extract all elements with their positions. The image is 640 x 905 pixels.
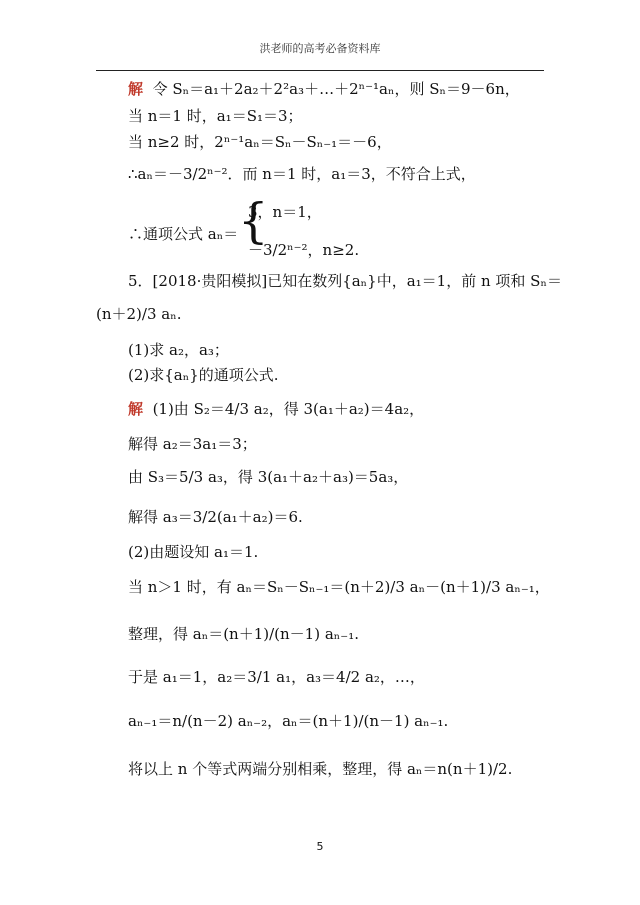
general-formula-label: ∴通项公式 aₙ＝ — [128, 225, 239, 243]
solution-line-4: ∴aₙ＝－3/2ⁿ⁻²．而 n＝1 时，a₁＝3，不符合上式， — [128, 165, 476, 183]
page-number: 5 — [316, 840, 324, 853]
solution-line-2: 当 n＝1 时，a₁＝S₁＝3； — [128, 107, 303, 125]
piecewise-case-2: －3/2ⁿ⁻²，n≥2. — [248, 241, 360, 259]
solution-5-line-9: aₙ₋₁＝n/(n－2) aₙ₋₂，aₙ＝(n＋1)/(n－1) aₙ₋₁. — [128, 712, 449, 730]
solution-5-line-5: (2)由题设知 a₁＝1. — [128, 543, 259, 561]
header-rule — [96, 70, 544, 71]
solution-5-line-7: 整理，得 aₙ＝(n＋1)/(n－1) aₙ₋₁. — [128, 625, 359, 643]
solution-line-3: 当 n≥2 时，2ⁿ⁻¹aₙ＝Sₙ－Sₙ₋₁＝－6， — [128, 133, 392, 151]
solution-5-line-6: 当 n＞1 时，有 aₙ＝Sₙ－Sₙ₋₁＝(n＋2)/3 aₙ－(n＋1)/3 aₙ₋₁， — [128, 578, 550, 596]
solution-line-1: 解 令 Sₙ＝a₁＋2a₂＋2²a₃＋…＋2ⁿ⁻¹aₙ，则 Sₙ＝9－6n， — [128, 80, 520, 98]
solution-5-line-2: 解得 a₂＝3a₁＝3； — [128, 435, 257, 453]
solution-5-line-10: 将以上 n 个等式两端分别相乘，整理，得 aₙ＝n(n＋1)/2. — [128, 760, 513, 778]
solution-5-line-4: 解得 a₃＝3/2(a₁＋a₂)＝6. — [128, 508, 303, 526]
problem-5-statement-cont: (n＋2)/3 aₙ. — [96, 305, 182, 323]
solution-keyword: 解 — [128, 80, 144, 98]
page-header: 洪老师的高考必备资料库 — [259, 42, 381, 55]
problem-5-part-2: (2)求{aₙ}的通项公式. — [128, 366, 279, 384]
solution-5-line-3: 由 S₃＝5/3 a₃，得 3(a₁＋a₂＋a₃)＝5a₃， — [128, 468, 409, 486]
solution-5-line-8: 于是 a₁＝1，a₂＝3/1 a₁，a₃＝4/2 a₂，…， — [128, 668, 425, 686]
problem-5-statement: 5．[2018·贵阳模拟]已知在数列{aₙ}中，a₁＝1，前 n 项和 Sₙ＝ — [128, 272, 562, 290]
solution-5-line-1: 解 (1)由 S₂＝4/3 a₂，得 3(a₁＋a₂)＝4a₂， — [128, 400, 425, 418]
piecewise-brace: { — [238, 193, 269, 249]
piecewise-case-1: 3，n＝1， — [248, 203, 322, 221]
problem-5-part-1: (1)求 a₂，a₃； — [128, 341, 229, 359]
